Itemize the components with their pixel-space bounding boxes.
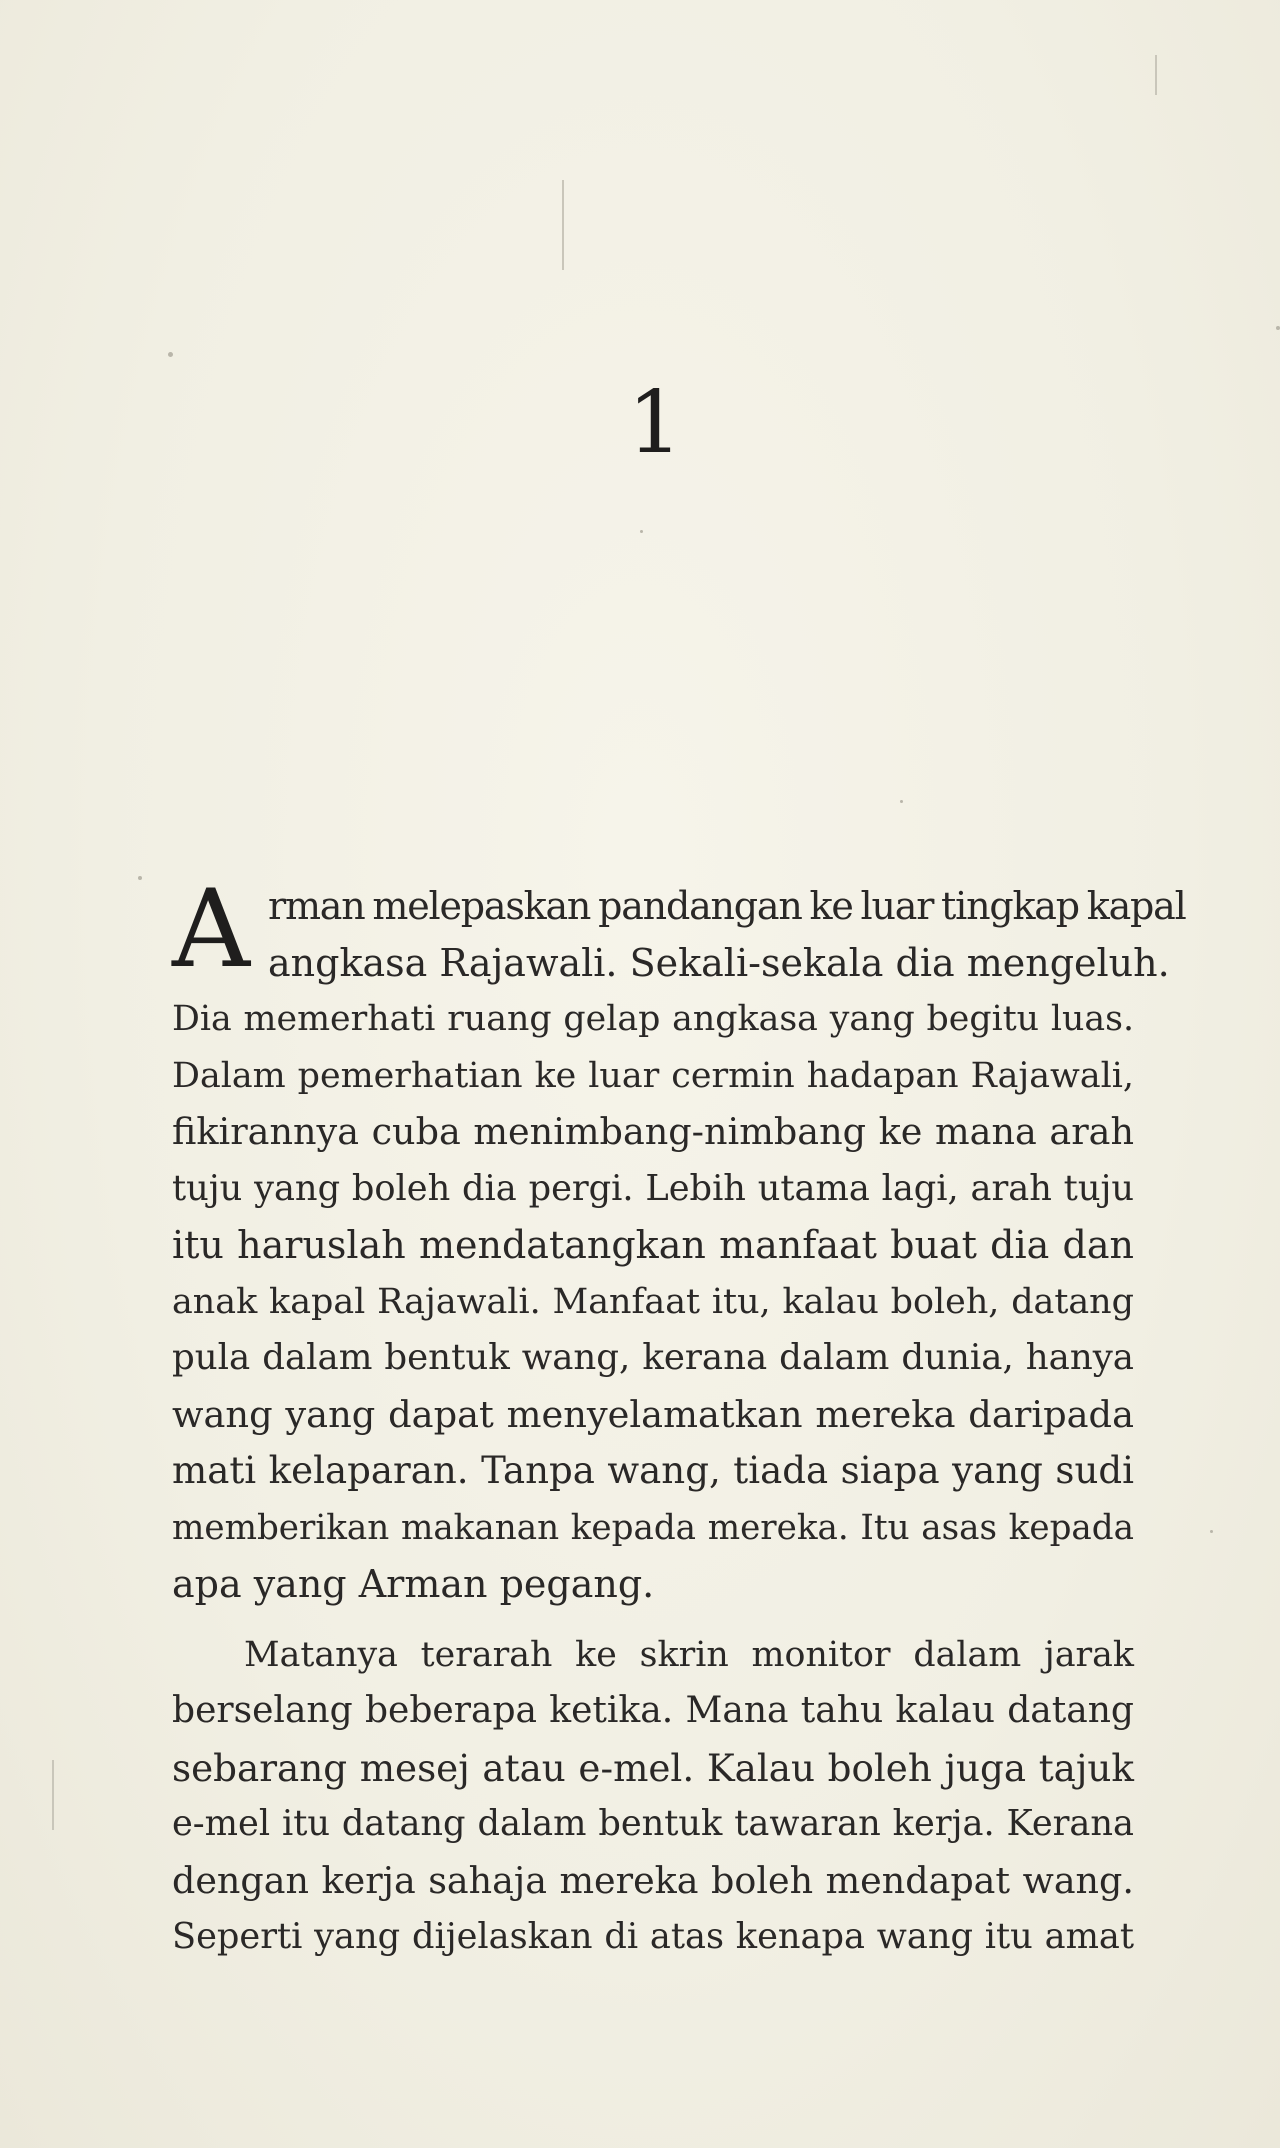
scan-speck (640, 530, 643, 533)
text-line: rman melepaskan pandangan ke luar tingkap kapal (268, 884, 1186, 928)
text-line: e-mel itu datang dalam bentuk tawaran kerja. Kerana (172, 1803, 1134, 1844)
text-line: mati kelaparan. Tanpa wang, tiada siapa yang sudi (172, 1449, 1134, 1492)
text-line: apa yang Arman pegang. (172, 1562, 655, 1606)
text-line: Dia memerhati ruang gelap angkasa yang begitu luas. (172, 999, 1134, 1039)
scan-speck (1276, 326, 1280, 330)
text-line: Seperti yang dijelaskan di atas kenapa wang itu amat (172, 1916, 1134, 1957)
text-line: pula dalam bentuk wang, kerana dalam dunia, hanya (172, 1337, 1134, 1378)
chapter-body (172, 867, 1186, 1966)
dropcap-block (172, 867, 1186, 992)
scan-scratch (1155, 55, 1157, 95)
text-line: berselang beberapa ketika. Mana tahu kalau datang (172, 1690, 1134, 1731)
text-line: memberikan makanan kepada mereka. Itu asas kepada (172, 1507, 1134, 1548)
scan-speck (1210, 1530, 1213, 1533)
text-line: Matanya terarah ke skrin monitor dalam jarak (244, 1634, 1134, 1675)
text-line: fikirannya cuba menimbang-nimbang ke mana arah (172, 1110, 1134, 1153)
text-line: Dalam pemerhatian ke luar cermin hadapan Rajawali, (172, 1055, 1134, 1096)
scan-scratch (52, 1760, 54, 1830)
text-line: angkasa Rajawali. Sekali-sekala dia mengeluh. (268, 940, 1170, 985)
scan-scratch (562, 180, 564, 270)
text-line: dengan kerja sahaja mereka boleh mendapat wang. (172, 1858, 1134, 1902)
scan-speck (900, 800, 903, 803)
chapter-number: 1 (627, 372, 683, 473)
drop-cap: A (172, 867, 250, 992)
text-line: sebarang mesej atau e-mel. Kalau boleh juga tajuk (172, 1745, 1134, 1790)
paragraph-2 (172, 1627, 1134, 1966)
scan-speck (138, 876, 142, 880)
text-line: wang yang dapat menyelamatkan mereka daripada (172, 1392, 1134, 1436)
scan-speck (168, 352, 173, 357)
text-line: tuju yang boleh dia pergi. Lebih utama lagi, arah tuju (172, 1167, 1134, 1209)
paragraph-1 (172, 867, 1186, 1613)
text-line: itu haruslah mendatangkan manfaat buat dia dan (172, 1223, 1134, 1267)
text-line: anak kapal Rajawali. Manfaat itu, kalau boleh, datang (172, 1281, 1134, 1322)
